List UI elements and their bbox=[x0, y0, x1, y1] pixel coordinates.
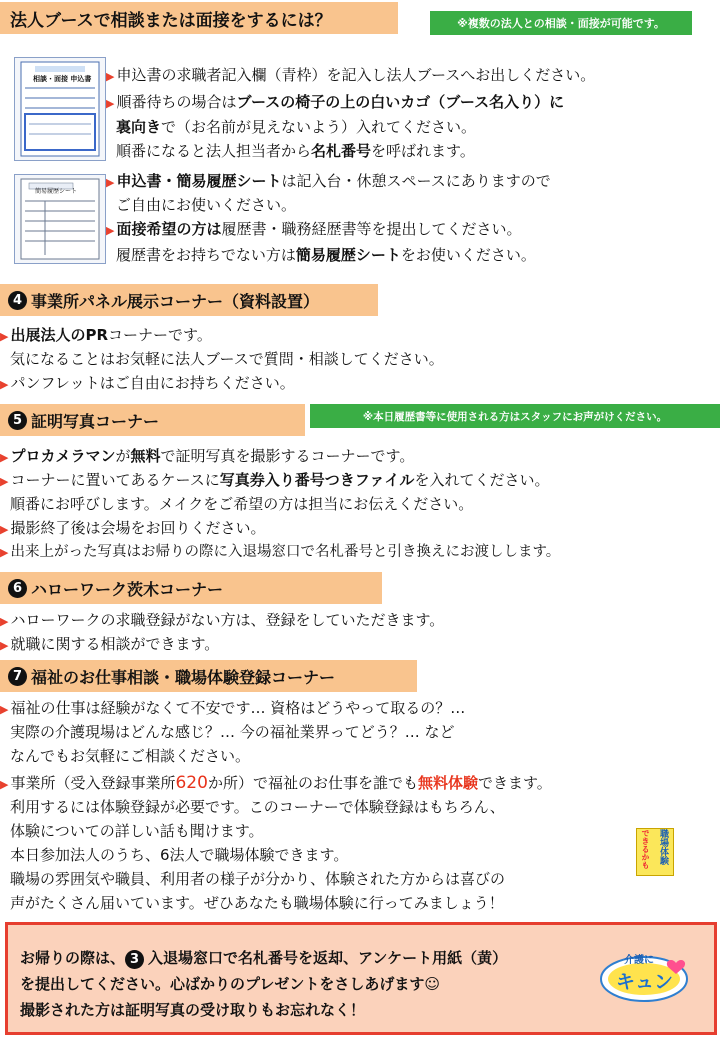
notice-line-1 bbox=[20, 947, 507, 969]
section-title: 法人ブースで相談または面接をするには？ bbox=[10, 10, 332, 31]
welfare-line-2 bbox=[10, 721, 455, 743]
poster-text-left: できるかも bbox=[641, 829, 650, 869]
photo-line-2 bbox=[0, 469, 549, 493]
panel-line-1 bbox=[0, 324, 212, 348]
welfare-line-5 bbox=[10, 796, 505, 818]
booth-line-7 bbox=[106, 218, 522, 242]
text: 本日参加法人のうち、6法人で職場体験できます。 bbox=[10, 846, 349, 864]
note-badge bbox=[310, 404, 720, 428]
text: 申込書の求職者記入欄（青枠）を記入し法人ブースへお出しください。 bbox=[116, 66, 596, 84]
workplace-experience-poster bbox=[636, 828, 674, 876]
bullet-arrow-icon: ▶ bbox=[106, 224, 115, 237]
sheet-thumb-label: 簡易履歴シート bbox=[35, 188, 78, 195]
photo-line-3 bbox=[10, 493, 473, 515]
text: 順番待ちの場合は bbox=[116, 93, 237, 111]
text-bold: 出展法人のPR bbox=[10, 326, 109, 344]
number-badge: 5 bbox=[8, 411, 27, 430]
panel-line-3 bbox=[0, 372, 295, 396]
photo-line-4 bbox=[0, 517, 265, 541]
number-badge: 3 bbox=[125, 950, 144, 969]
section-title: 証明写真コーナー bbox=[31, 411, 160, 431]
text: 順番になると法人担当者から bbox=[116, 142, 312, 160]
return-notice-box bbox=[5, 922, 717, 1035]
application-form-thumbnail bbox=[14, 57, 106, 161]
text-bold: 裏向き bbox=[116, 118, 162, 136]
text: で証明写真を撮影するコーナーです。 bbox=[160, 447, 415, 465]
text: をお使いください。 bbox=[400, 246, 536, 264]
bullet-arrow-icon: ▶ bbox=[106, 176, 115, 189]
hellowork-line-1 bbox=[0, 609, 444, 633]
section-header-hellowork bbox=[0, 572, 382, 604]
text: を入れてください。 bbox=[414, 471, 550, 489]
text: コーナーです。 bbox=[108, 326, 212, 344]
text: 利用するには体験登録が必要です。このコーナーで体験登録はもちろん、 bbox=[10, 798, 505, 816]
section-header-panel bbox=[0, 284, 378, 316]
logo-text-main: キュン bbox=[616, 971, 674, 993]
bullet-arrow-icon: ▶ bbox=[0, 703, 9, 716]
number-badge: 4 bbox=[8, 291, 27, 310]
text: ご自由にお使いください。 bbox=[116, 196, 297, 214]
text: 入退場窓口で名札番号を返却、アンケート用紙（黄） bbox=[148, 949, 508, 967]
text-bold: 申込書・簡易履歴シート bbox=[116, 172, 282, 190]
bullet-arrow-icon: ▶ bbox=[0, 523, 9, 536]
text: 声がたくさん届いています。ぜひあなたも職場体験に行ってみましょう！ bbox=[10, 894, 504, 912]
text: お帰りの際は、 bbox=[20, 949, 126, 967]
text: 福祉の仕事は経験がなくて不安です… 資格はどうやって取るの？… bbox=[10, 699, 466, 717]
section-title: 事業所パネル展示コーナー（資料設置） bbox=[31, 291, 320, 311]
text: か所）で福祉のお仕事を誰でも bbox=[207, 774, 418, 792]
booth-line-1 bbox=[106, 64, 595, 88]
text-bold: 写真券入り番号つきファイル bbox=[219, 471, 415, 489]
poster-text-right: 職場体験 bbox=[658, 829, 668, 865]
hellowork-line-2 bbox=[0, 633, 219, 657]
resume-sheet-thumbnail bbox=[14, 174, 106, 264]
text: コーナーに置いてあるケースに bbox=[10, 471, 220, 489]
welfare-line-8 bbox=[10, 868, 505, 890]
logo-text-top: 介護に bbox=[624, 955, 654, 966]
text: 履歴書・職務経歴書等を提出してください。 bbox=[221, 220, 522, 238]
bullet-arrow-icon: ▶ bbox=[106, 70, 115, 83]
section-header-welfare bbox=[0, 660, 417, 692]
booth-line-5 bbox=[106, 170, 551, 194]
number-badge: 6 bbox=[8, 579, 27, 598]
notice-line-3 bbox=[20, 999, 365, 1020]
welfare-line-4 bbox=[0, 772, 552, 796]
welfare-line-7 bbox=[10, 844, 348, 866]
text: 出来上がった写真はお帰りの際に入退場窓口で名札番号と引き換えにお渡しします。 bbox=[10, 544, 561, 560]
panel-line-2 bbox=[10, 348, 444, 370]
kaigo-kyun-logo bbox=[598, 945, 690, 1007]
bullet-arrow-icon: ▶ bbox=[0, 451, 9, 464]
bullet-arrow-icon: ▶ bbox=[0, 330, 9, 343]
photo-line-5 bbox=[0, 541, 560, 564]
welfare-line-9 bbox=[10, 892, 504, 914]
text: を提出してください。心ばかりのプレゼントをさしあげます☺ bbox=[20, 975, 441, 993]
bullet-arrow-icon: ▶ bbox=[0, 475, 9, 488]
text: なんでもお気軽にご相談ください。 bbox=[10, 747, 251, 765]
text-bold: プロカメラマン bbox=[10, 447, 116, 465]
text: 気になることはお気軽に法人ブースで質問・相談してください。 bbox=[10, 350, 444, 368]
text: 就職に関する相談ができます。 bbox=[10, 635, 220, 653]
text: 履歴書をお持ちでない方は bbox=[116, 246, 296, 264]
text: 体験についての詳しい話も聞けます。 bbox=[10, 822, 264, 840]
form-thumb-label: 相談・面接 申込書 bbox=[33, 75, 92, 83]
text-bold: 簡易履歴シート bbox=[295, 246, 401, 264]
welfare-line-6 bbox=[10, 820, 264, 842]
section-header-photo bbox=[0, 404, 305, 436]
text: は記入台・休憩スペースにありますので bbox=[281, 172, 551, 190]
text: できます。 bbox=[477, 774, 552, 792]
note-badge-text: ※複数の法人との相談・面接が可能です。 bbox=[457, 17, 665, 30]
booth-line-2 bbox=[106, 91, 564, 115]
text: 順番にお呼びします。メイクをご希望の方は担当にお伝えください。 bbox=[10, 495, 474, 513]
text-bold: 面接希望の方は bbox=[116, 220, 222, 238]
text: 撮影終了後は会場をお回りください。 bbox=[10, 519, 266, 537]
bullet-arrow-icon: ▶ bbox=[106, 97, 115, 110]
bullet-arrow-icon: ▶ bbox=[0, 378, 9, 391]
bullet-arrow-icon: ▶ bbox=[0, 546, 9, 559]
notice-line-2 bbox=[20, 973, 440, 994]
text-red: 620 bbox=[175, 773, 208, 793]
note-badge-text: ※本日履歴書等に使用される方はスタッフにお声がけください。 bbox=[362, 410, 668, 423]
text: が bbox=[115, 447, 131, 465]
section-header-booth bbox=[0, 2, 398, 34]
section-title: ハローワーク茨木コーナー bbox=[31, 579, 224, 599]
text: で（お名前が見えないよう）入れてください。 bbox=[161, 118, 477, 136]
text: 職場の雰囲気や職員、利用者の様子が分かり、体験された方からは喜びの bbox=[10, 870, 506, 888]
photo-line-1 bbox=[0, 445, 414, 469]
booth-line-4 bbox=[116, 140, 475, 162]
text-red-bold: 無料体験 bbox=[417, 774, 478, 792]
bullet-arrow-icon: ▶ bbox=[0, 615, 9, 628]
text-bold: ブースの椅子の上の白いカゴ（ブース名入り）に bbox=[236, 93, 565, 111]
text: 実際の介護現場はどんな感じ？… 今の福祉業界ってどう？… など bbox=[10, 723, 455, 741]
text: を呼ばれます。 bbox=[371, 142, 475, 160]
booth-line-3 bbox=[116, 116, 476, 138]
booth-line-8 bbox=[116, 244, 536, 266]
text: ハローワークの求職登録がない方は、登録をしていただきます。 bbox=[10, 611, 445, 629]
text-bold: 無料 bbox=[130, 447, 161, 465]
welfare-line-1 bbox=[0, 697, 465, 721]
section-title: 福祉のお仕事相談・職場体験登録コーナー bbox=[31, 667, 336, 687]
note-badge bbox=[430, 11, 692, 35]
text-bold: 名札番号 bbox=[311, 142, 372, 160]
text: 撮影された方は証明写真の受け取りもお忘れなく！ bbox=[20, 1001, 366, 1019]
number-badge: 7 bbox=[8, 667, 27, 686]
text: 事業所（受入登録事業所 bbox=[10, 774, 176, 792]
booth-line-6 bbox=[116, 194, 296, 216]
bullet-arrow-icon: ▶ bbox=[0, 639, 9, 652]
text: パンフレットはご自由にお持ちください。 bbox=[10, 374, 295, 392]
welfare-line-3 bbox=[10, 745, 250, 767]
bullet-arrow-icon: ▶ bbox=[0, 778, 9, 791]
